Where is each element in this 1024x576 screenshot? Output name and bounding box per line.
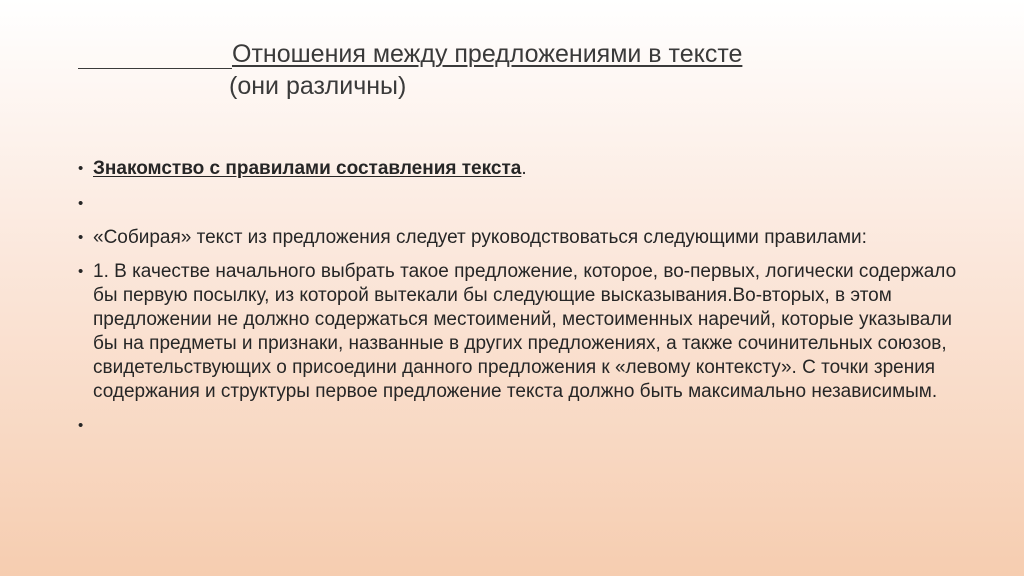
bullet-empty-2 [78,414,958,438]
slide-title [78,40,742,69]
bullet-rule-1: • 1. В качестве начального выбрать такое предложение, которое, во-первых, логически содержало бы первую посылку, из которой вытекали бы следующие высказывания.Во-вторых, в этом предложении не должно содержаться местоимений, местоименных наречий, которые указывали бы на предметы и признаки, названные в других предложениях, а также сочинительных союзов, свидетельствующих о присоедини данного предложения к «левому контексту». С точки зрения содержания и структуры первое предложение текста должно быть максимально независимым. [78,260,958,404]
bullet-empty-1 [78,192,958,216]
bullet-list [78,157,958,438]
bullet-collect: • «Собирая» текст из предложения следует руководствоваться следующими правилами: [78,226,958,250]
title-underline-pad [78,42,232,69]
title-text: Отношения между предложениями в тексте [232,40,743,68]
slide-subtitle: (они различны) [229,72,407,100]
bullet-intro-period: . [521,158,527,179]
bullet-intro [78,157,958,181]
bullet-intro-bold: Знакомство с правилами составления текста [93,158,522,179]
